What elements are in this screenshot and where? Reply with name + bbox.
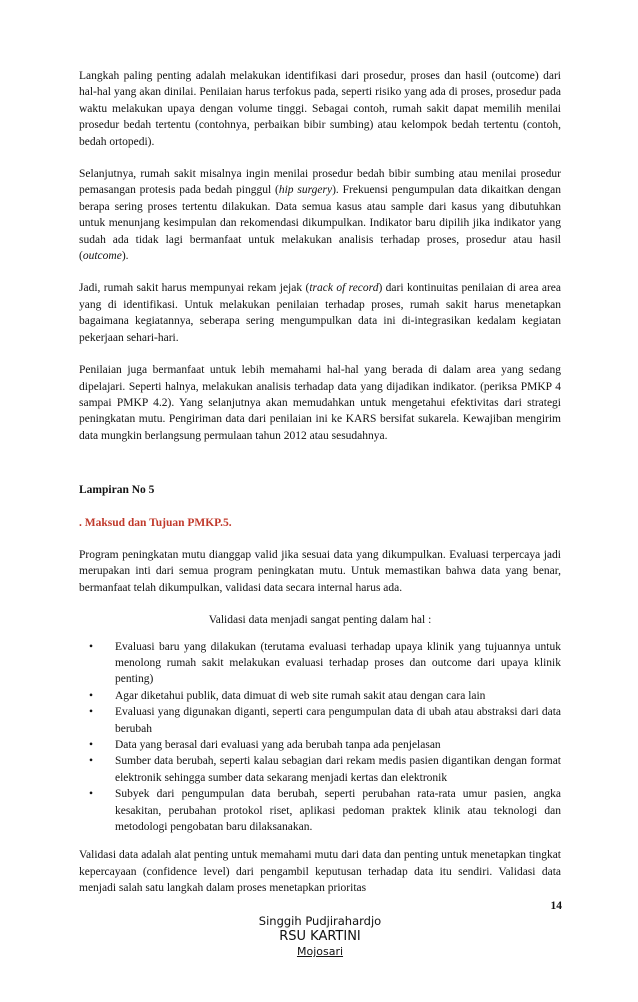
text-run: ). xyxy=(121,250,129,263)
section-spacer xyxy=(79,460,561,482)
paragraph-jadi xyxy=(79,280,561,346)
section-title: . Maksud dan Tujuan PMKP.5. xyxy=(79,516,232,529)
validation-bullet-list xyxy=(79,639,561,836)
paragraph-identification: Langkah paling penting adalah melakukan identifikasi dari prosedur, proses dan hasil (outcome) dari hal-hal yang akan dinilai. Penilaian harus terfokus pada, seperti risiko yang ada di proses, prosedur pada waktu melakukan upaya dengan volume tinggi. Sebagai contoh, rumah sakit dapat memilih menilai prosedur bedah tertentu (contohnya, perbaikan bibir sumbing) atau kelompok bedah tertentu (contoh, bedah ortopedi). xyxy=(79,70,561,148)
page-content xyxy=(79,68,561,913)
text-run: Selanjutnya, rumah sakit misalnya ingin menilai prosedur bedah bibir sumbing atau menilai prosedur pemasangan protesis pada bedah pinggul ( xyxy=(79,168,561,197)
list-item: • Data yang berasal dari evaluasi yang ada berubah tanpa ada penjelasan xyxy=(115,737,561,753)
text-run: Jadi, rumah sakit harus mempunyai rekam jejak ( xyxy=(79,282,310,295)
footer-location: Mojosari xyxy=(296,945,344,958)
paragraph-penilaian: Penilaian juga bermanfaat untuk lebih memahami hal-hal yang berada di dalam area yang sedang dipelajari. Seperti halnya, melakukan analisis terhadap data yang dijadikan indikator. (periksa PMKP 4 sampai PMKP 4.2). Yang selanjutnya akan memudahkan untuk mengetahui efektivitas dari strategi peningkatan mutu. Pengiriman data dari penilaian ini ke KARS bersifat sukarela. Kewajiban mengirim data mungkin berlangsung permulaan tahun 2012 atau sesudahnya. xyxy=(79,364,561,442)
footer-author: Singgih Pudjirahardjo xyxy=(258,914,382,928)
paragraph-validasi: Validasi data adalah alat penting untuk memahami mutu dari data dan penting untuk menetapkan tingkat kepercayaan (confidence level) dari pengambil keputusan terhadap data itu sendiri. Validasi data menjadi salah satu langkah dalam proses menetapkan prioritas xyxy=(79,849,561,895)
list-item: • Evaluasi baru yang dilakukan (terutama evaluasi terhadap upaya klinik yang tujuannya untuk menolong rumah sakit melakukan evaluasi terhadap proses dan outcome dari upaya klinik penting) xyxy=(115,639,561,688)
list-item: • Agar diketahui publik, data dimuat di web site rumah sakit atau dengan cara lain xyxy=(115,688,561,704)
list-item: • Sumber data berubah, seperti kalau sebagian dari rekam medis pasien digantikan dengan format elektronik sehingga sumber data sekarang menjadi kertas dan elektronik xyxy=(115,753,561,786)
page-number: 14 xyxy=(550,900,562,912)
paragraph-selanjutnya xyxy=(79,166,561,264)
paragraph-program: Program peningkatan mutu dianggap valid jika sesuai data yang dikumpulkan. Evaluasi terpercaya jadi merupakan inti dari semua program peningkatan mutu. Untuk memastikan bahwa data yang benar, bermanfaat telah dikumpulkan, validasi data secara internal harus ada. xyxy=(79,548,561,594)
text-run: ) dari kontinuitas penilaian di area area yang di identifikasi. Untuk melakukan penilaian terhadap proses, rumah sakit harus menetapkan bagaimana kegiatannya, seberapa sering mengumpulkan data ini di-integrasikan kedalam kegiatan pekerjaan sehari-hari. xyxy=(79,282,561,344)
appendix-title: Lampiran No 5 xyxy=(79,484,155,497)
list-item: • Subyek dari pengumpulan data berubah, seperti perubahan rata-rata umur pasien, angka kesakitan, perubahan protokol riset, aplikasi pedoman praktek klinik atau teknologi dan metodologi pengobatan baru dilaksanakan. xyxy=(115,786,561,835)
footer-signature xyxy=(230,914,410,959)
text-run: ). Frekuensi pengumpulan data dikaitkan dengan berapa sering proses tertentu dilakukan. Data semua kasus atau sample dari kasus yang dibutuhkan untuk menunjang kesimpulan dan rekomendasi dikumpulkan. Indikator baru dipilih jika indikator yang sudah ada tidak lagi bermanfaat untuk melakukan analisis terhadap proses, prosedur atau hasil ( xyxy=(79,184,562,263)
centered-statement: Validasi data menjadi sangat penting dalam hal : xyxy=(208,614,432,627)
italic-term-track-of-record: track of record xyxy=(309,282,379,295)
italic-term-hip-surgery: hip surgery xyxy=(278,184,333,197)
list-item: • Evaluasi yang digunakan diganti, seperti cara pengumpulan data di ubah atau abstraksi dari data berubah xyxy=(115,704,561,737)
italic-term-outcome: outcome xyxy=(82,250,122,263)
footer-hospital: RSU KARTINI xyxy=(279,929,361,944)
